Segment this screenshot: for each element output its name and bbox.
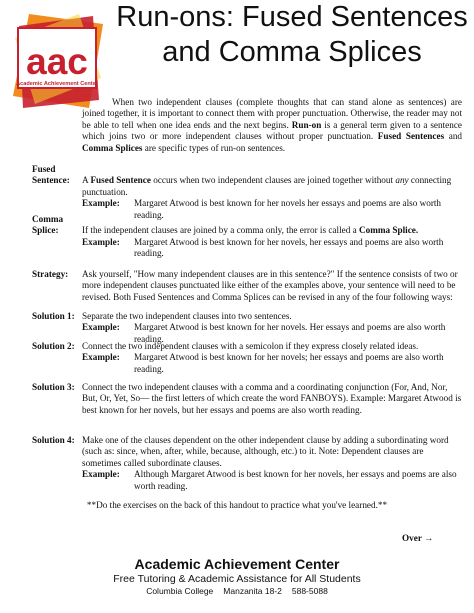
fused-definition: A Fused Sentence occurs when two independent clauses are joined together without any connecting punctuation. bbox=[82, 175, 452, 197]
footer-phone: 588-5088 bbox=[291, 586, 328, 596]
solution-4-label: Solution 4: bbox=[32, 435, 75, 445]
title-line-1: Run-ons: Fused Sentences bbox=[116, 1, 468, 33]
practice-note: **Do the exercises on the back of this handout to practice what you've learned.** bbox=[86, 500, 388, 510]
comma-example: Example: Margaret Atwood is best known for her novels, her essays and poems are also worth reading. bbox=[82, 236, 444, 259]
intro-bold: Comma Splices bbox=[82, 142, 143, 153]
logo-text: aac bbox=[26, 41, 88, 82]
solution-4-section bbox=[32, 435, 464, 492]
solution-1-text: Separate the two independent clauses into two sentences. bbox=[82, 311, 292, 321]
over-link[interactable]: Over → bbox=[402, 533, 434, 543]
fused-label: Fused Sentence: bbox=[32, 164, 70, 186]
page-title bbox=[110, 0, 474, 70]
solution-2-example: Example: Margaret Atwood is best known for her novels; her essays and poems are also worth reading. bbox=[82, 352, 444, 374]
intro-bold: Fused Sentences bbox=[377, 131, 445, 142]
solution-1-example: Example: Margaret Atwood is best known for her novels. Her essays and poems are also worth reading. bbox=[82, 322, 446, 344]
comma-definition: If the independent clauses are joined by a comma only, the error is called a Comma Splice. bbox=[82, 225, 419, 236]
solution-4-text: Make one of the clauses dependent on the other independent clause by adding a subordinating word (such as: since, when, after, while, because, although, etc.) to it. Note: Dependent clauses are sometimes called subordinate clauses. bbox=[82, 435, 449, 468]
solution-2-label: Solution 2: bbox=[32, 341, 75, 351]
intro-text: When two independent clauses (complete thoughts that can stand alone as sentences) are joined together, it is important to connect them with proper punctuation. Otherwise, the reader may not be able to tell when one idea ends and the next begins. bbox=[82, 97, 462, 130]
solution-3-section bbox=[32, 382, 464, 416]
solution-2-section bbox=[32, 341, 464, 375]
solution-4-example: Example: Although Margaret Atwood is best known for her novels, her essays and poems are also worth reading. bbox=[82, 469, 457, 491]
solution-2-text: Connect the two independent clauses with a semicolon if they express closely related ideas. bbox=[82, 341, 419, 351]
logo-subtext: Academic Achievement Center bbox=[16, 81, 98, 87]
fused-example: Example: Margaret Atwood is best known for her novels her essays and poems are also worth reading. bbox=[82, 198, 442, 220]
comma-splice-section bbox=[32, 214, 464, 260]
footer bbox=[0, 556, 474, 597]
intro-text: and bbox=[444, 131, 463, 142]
footer-contact bbox=[0, 586, 474, 597]
footer-college: Columbia College bbox=[146, 586, 214, 596]
title-line-2: and Comma Splices bbox=[162, 36, 422, 68]
intro-bold: Run-on bbox=[291, 119, 322, 130]
solution-3-label: Solution 3: bbox=[32, 382, 75, 392]
solution-1-label: Solution 1: bbox=[32, 311, 75, 321]
strategy-section bbox=[32, 269, 464, 303]
intro-text: are specific types of run-on sentences. bbox=[142, 142, 286, 153]
solution-3-text: Connect the two independent clauses with a comma and a coordinating conjunction (For, And, Nor, But, Or, Yet, So— the first letters of which create the word FANBOYS). Example: Margaret Atwood is best known for her novels, but her essays and poems are also worth reading. bbox=[82, 382, 462, 415]
strategy-text: Ask yourself, "How many independent clauses are in this sentence?" If the sentence consists of two or more independent clauses punctuated like either of the examples above, your sentence will need to be revised. Both Fused Sentences and Comma Splices can be revised in any of the four following ways: bbox=[82, 269, 458, 302]
fused-sentence-section bbox=[32, 164, 464, 221]
footer-center-name: Academic Achievement Center bbox=[134, 556, 340, 572]
footer-room: Manzanita 18-2 bbox=[223, 586, 282, 596]
strategy-label: Strategy: bbox=[32, 269, 69, 279]
footer-tagline: Free Tutoring & Academic Assistance for All Students bbox=[113, 573, 361, 585]
intro-paragraph bbox=[82, 97, 462, 154]
comma-label: Comma Splice: bbox=[32, 214, 64, 236]
intro-text: is a general term given to a sentence which joins two or more independent clauses without proper punctuation. bbox=[82, 119, 462, 142]
